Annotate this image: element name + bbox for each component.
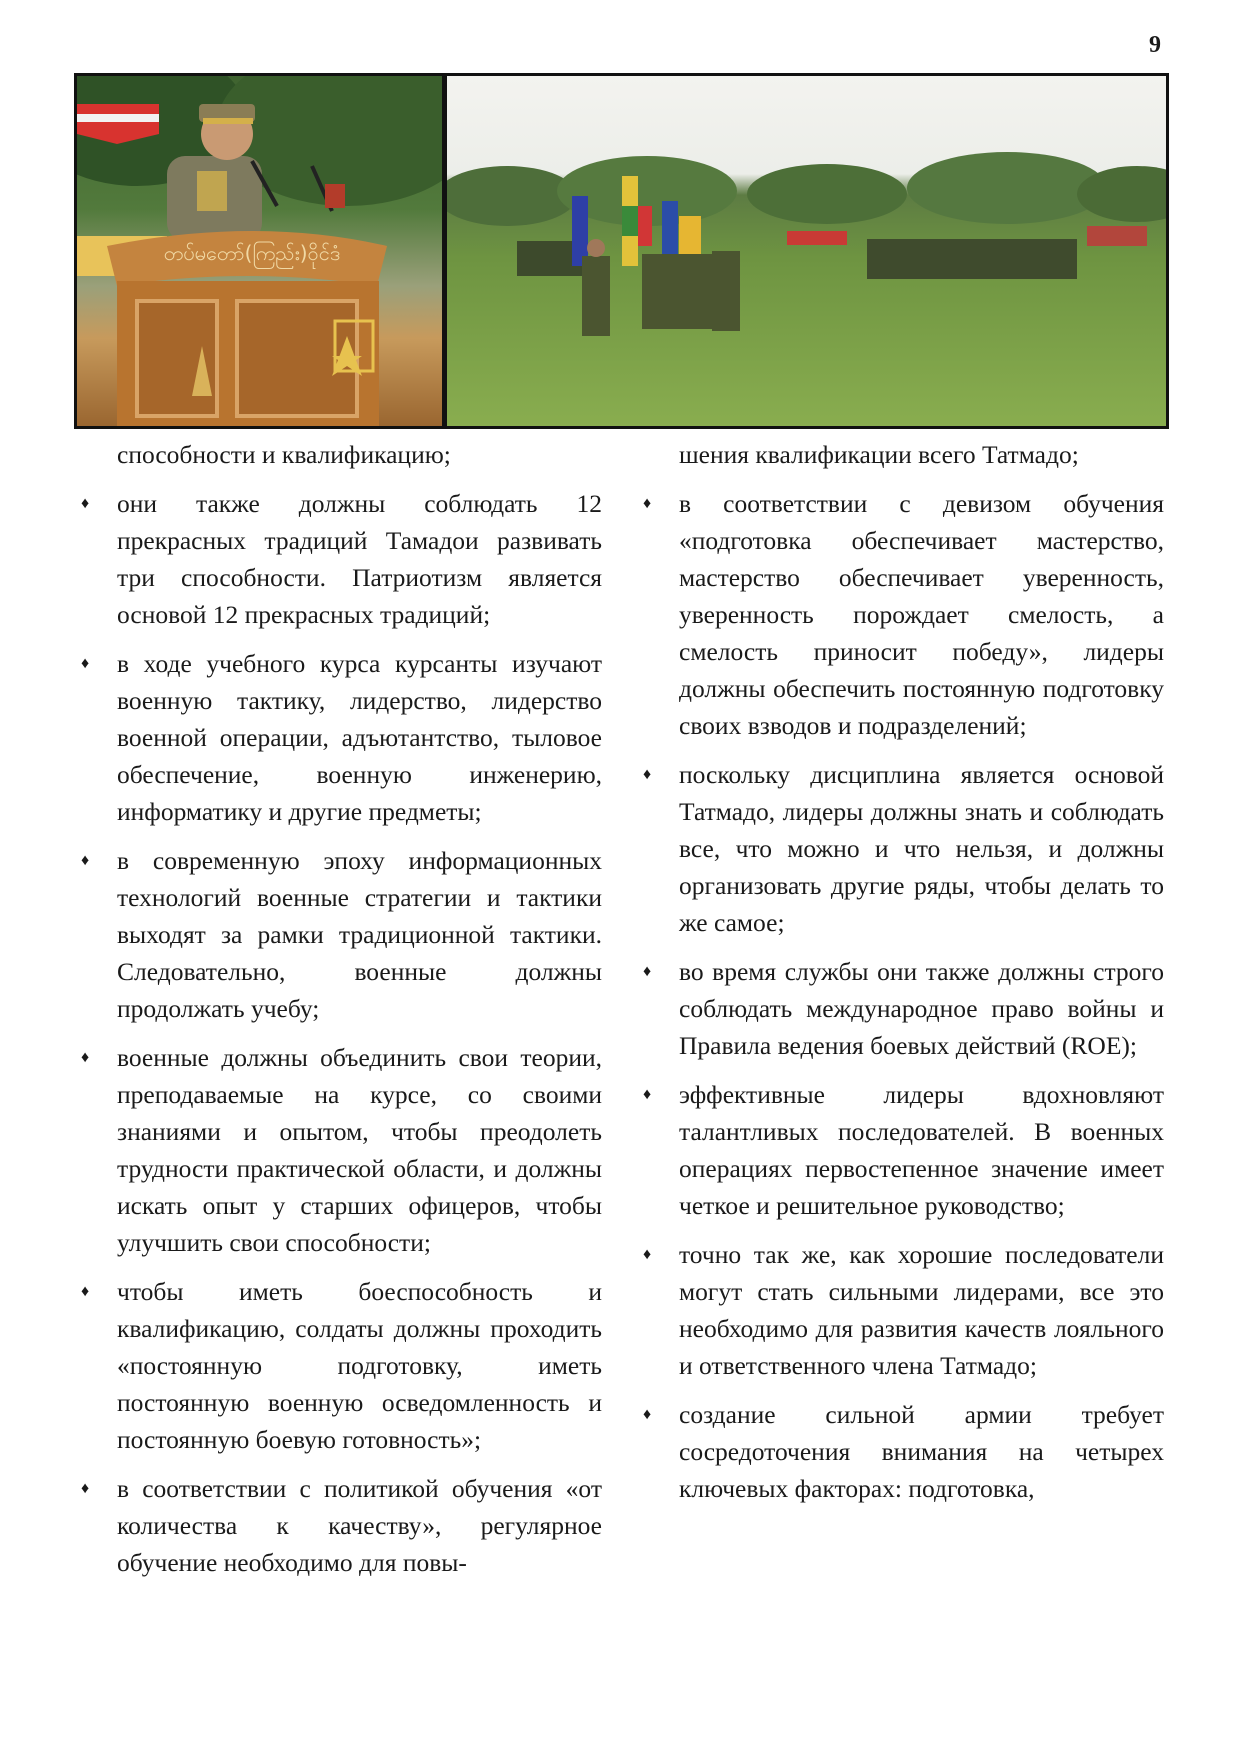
bullet-icon: ♦ <box>81 495 90 512</box>
continuation-text: способности и квалификацию; <box>117 440 451 469</box>
list-item: ♦ точно так же, как хорошие последователи могут стать сильными лидерами, все это необходимо для развития качеств лояльного и ответственного члена Татмадо; <box>679 1236 1164 1384</box>
bullet-icon: ♦ <box>643 1086 652 1103</box>
bullet-icon: ♦ <box>643 1246 652 1263</box>
list-item: ♦ во время службы они также должны строго соблюдать международное право войны и Правила ведения боевых действий (ROE); <box>679 953 1164 1064</box>
photo-strip <box>74 73 1169 429</box>
list-item: ♦ эффективные лидеры вдохновляют талантливых последователей. В военных операциях первостепенное значение имеет четкое и решительное руководство; <box>679 1076 1164 1224</box>
bullet-icon: ♦ <box>643 963 652 980</box>
list-item: ♦ поскольку дисциплина является основой Татмадо, лидеры должны знать и соблюдать все, что можно и что нельзя, и должны организовать другие ряды, чтобы делать то же самое; <box>679 756 1164 941</box>
list-item: ♦ военные должны объединить свои теории, преподаваемые на курсе, со своими знаниями и опытом, чтобы преодолеть трудности практической области, и должны искать опыт у старших офицеров, чтобы улучшить свои способности; <box>117 1039 602 1261</box>
bullet-icon: ♦ <box>81 1480 90 1497</box>
list-item: ♦ создание сильной армии требует сосредоточения внимания на четырех ключевых факторах: подготовка, <box>679 1396 1164 1507</box>
list-item: ♦ в соответствии с политикой обучения «от количества к качеству», регулярное обучение необходимо для повы- <box>117 1470 602 1581</box>
podium-inscription: တပ်မတော်(ကြည်း)ဝိုင်ဒံ <box>163 241 341 265</box>
speaker-at-podium-illustration <box>77 76 442 426</box>
bullet-icon: ♦ <box>81 1049 90 1066</box>
bullet-icon: ♦ <box>643 495 652 512</box>
right-column <box>643 436 1164 1519</box>
bullet-icon: ♦ <box>643 766 652 783</box>
parade-ground-illustration <box>447 76 1166 426</box>
bullet-icon: ♦ <box>81 852 90 869</box>
list-item: ♦ в современную эпоху информационных технологий военные стратегии и тактики выходят за рамки традиционной тактики. Следовательно, военные должны продолжать учебу; <box>117 842 602 1027</box>
bullet-icon: ♦ <box>81 1283 90 1300</box>
list-item: ♦ в соответствии с девизом обучения «подготовка обеспечивает мастерство, мастерство обеспечивает уверенность, уверенность порождает смелость, а смелость приносит победу», лидеры должны обеспечить постоянную подготовку своих взводов и подразделений; <box>679 485 1164 744</box>
left-column <box>81 436 602 1593</box>
speaker-photo <box>77 76 442 426</box>
parade-photo <box>447 76 1166 426</box>
bullet-icon: ♦ <box>643 1406 652 1423</box>
bullet-icon: ♦ <box>81 655 90 672</box>
continuation-text: шения квалификации всего Татмадо; <box>679 440 1079 469</box>
page-number: 9 <box>1149 32 1161 58</box>
list-item: ♦ они также должны соблюдать 12 прекрасных традиций Тамадои развивать три способности. Патриотизм является основой 12 прекрасных традиций; <box>117 485 602 633</box>
list-item: ♦ чтобы иметь боеспособность и квалификацию, солдаты должны проходить «постоянную подготовку, иметь постоянную военную осведомленность и постоянную боевую готовность»; <box>117 1273 602 1458</box>
list-item: ♦ в ходе учебного курса курсанты изучают военную тактику, лидерство, лидерство военной операции, адъютантство, тыловое обеспечение, военную инженерию, информатику и другие предметы; <box>117 645 602 830</box>
